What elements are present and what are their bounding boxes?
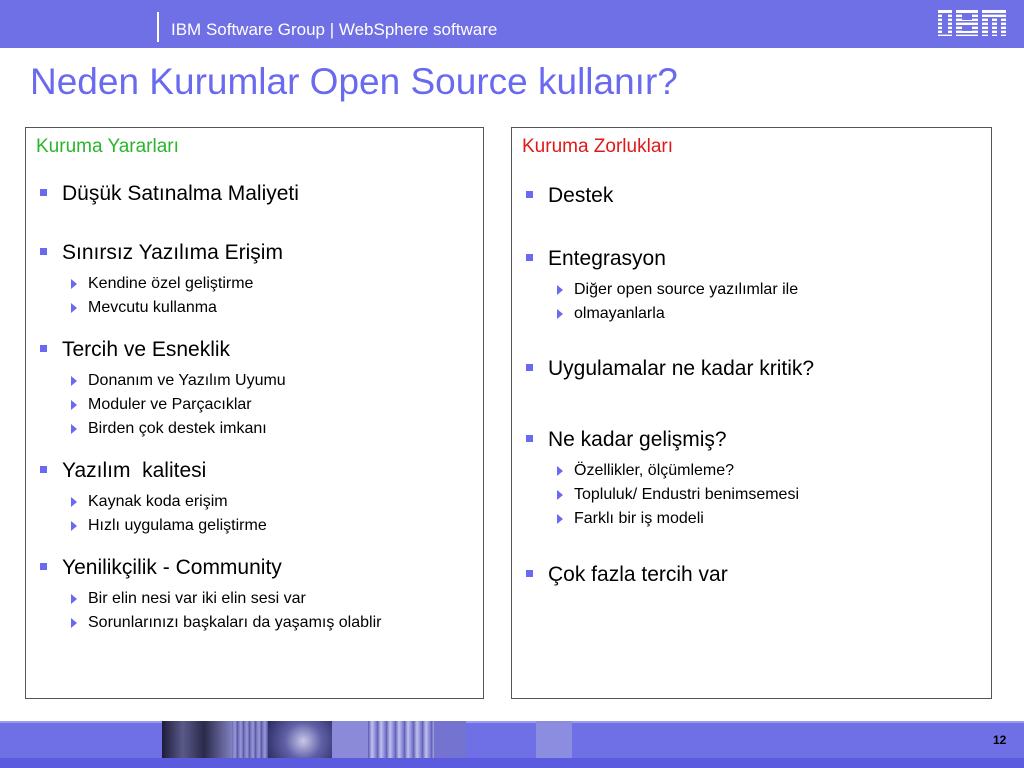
bullet-label: Entegrasyon	[548, 247, 666, 270]
bullet-item	[62, 338, 230, 362]
bullet-label: Düşük Satınalma Maliyeti	[62, 182, 299, 205]
ibm-logo	[936, 8, 1008, 38]
bullet-label: Sınırsız Yazılıma Erişim	[62, 241, 283, 264]
sub-label: Özellikler, ölçümleme?	[574, 462, 735, 479]
sub-label: Kaynak koda erişim	[88, 493, 228, 510]
square-bullet-icon	[40, 563, 47, 570]
square-bullet-icon	[526, 254, 533, 261]
challenges-heading: Kuruma Zorlukları	[522, 136, 673, 157]
footer-photo-tile	[332, 721, 368, 761]
sub-item	[574, 305, 665, 323]
sub-label: Farklı bir iş modeli	[574, 510, 704, 527]
sub-label: olmayanlarla	[574, 305, 665, 322]
arrow-bullet-icon	[557, 285, 563, 295]
square-bullet-icon	[526, 435, 533, 442]
bullet-label: Yenilikçilik - Community	[62, 556, 282, 579]
sub-item	[88, 590, 306, 608]
bullet-item	[548, 428, 727, 452]
sub-item	[574, 486, 799, 504]
footer-strip	[0, 721, 1024, 723]
sub-item	[88, 614, 381, 632]
benefits-heading: Kuruma Yararları	[36, 136, 179, 157]
bullet-item	[62, 459, 206, 483]
arrow-bullet-icon	[71, 497, 77, 507]
arrow-bullet-icon	[71, 303, 77, 313]
header-title: IBM Software Group | WebSphere software	[171, 20, 498, 39]
square-bullet-icon	[526, 570, 533, 577]
challenges-panel	[511, 127, 992, 699]
sub-label: Kendine özel geliştirme	[88, 275, 254, 292]
bullet-label: Destek	[548, 184, 614, 207]
arrow-bullet-icon	[557, 490, 563, 500]
footer-photo-tile	[434, 721, 466, 761]
square-bullet-icon	[40, 248, 47, 255]
sub-label: Birden çok destek imkanı	[88, 420, 267, 437]
arrow-bullet-icon	[71, 400, 77, 410]
bullet-label: Tercih ve Esneklik	[62, 338, 231, 361]
header-bar	[0, 0, 1024, 48]
footer-photo-columns	[368, 721, 434, 761]
arrow-bullet-icon	[557, 309, 563, 319]
bullet-item	[62, 182, 299, 206]
header-separator	[157, 12, 159, 42]
sub-item	[88, 396, 252, 414]
footer-photo-building	[232, 721, 268, 761]
arrow-bullet-icon	[71, 618, 77, 628]
sub-label: Hızlı uygulama geliştirme	[88, 517, 267, 534]
sub-item	[574, 510, 704, 528]
sub-item	[574, 281, 798, 299]
bullet-label: Ne kadar gelişmiş?	[548, 428, 727, 451]
page-number: 12	[993, 733, 1007, 747]
sub-item	[88, 420, 267, 438]
sub-item	[88, 299, 217, 317]
sub-label: Donanım ve Yazılım Uyumu	[88, 372, 286, 389]
bullet-label: Uygulamalar ne kadar kritik?	[548, 357, 815, 380]
arrow-bullet-icon	[71, 521, 77, 531]
bullet-item	[548, 184, 613, 208]
sub-item	[88, 275, 253, 293]
sub-label: Sorunlarınızı başkaları da yaşamış olablir	[88, 614, 382, 631]
sub-label: Topluluk/ Endustri benimsemesi	[574, 486, 799, 503]
arrow-bullet-icon	[71, 594, 77, 604]
arrow-bullet-icon	[71, 424, 77, 434]
sub-item	[574, 462, 734, 480]
sub-item	[88, 517, 267, 535]
footer-photo-tile	[536, 721, 572, 761]
slide-title: Neden Kurumlar Open Source kullanır?	[30, 61, 678, 102]
arrow-bullet-icon	[557, 514, 563, 524]
bullet-item	[548, 247, 666, 271]
square-bullet-icon	[40, 189, 47, 196]
sub-item	[88, 493, 228, 511]
bullet-item	[548, 563, 728, 587]
bullet-label: Yazılım kalitesi	[62, 459, 207, 482]
footer-photo-hands	[162, 721, 232, 761]
bullet-item	[62, 241, 283, 265]
square-bullet-icon	[40, 466, 47, 473]
square-bullet-icon	[526, 364, 533, 371]
sub-label: Bir elin nesi var iki elin sesi var	[88, 590, 306, 607]
bullet-item	[62, 556, 282, 580]
square-bullet-icon	[526, 191, 533, 198]
sub-item	[88, 372, 286, 390]
arrow-bullet-icon	[71, 376, 77, 386]
footer-bottom-line	[0, 758, 1024, 768]
arrow-bullet-icon	[557, 466, 563, 476]
bullet-item	[548, 357, 814, 381]
footer-photo-person	[268, 721, 332, 761]
bullet-label: Çok fazla tercih var	[548, 563, 728, 586]
sub-label: Mevcutu kullanma	[88, 299, 217, 316]
sub-label: Diğer open source yazılımlar ile	[574, 281, 799, 298]
sub-label: Moduler ve Parçacıklar	[88, 396, 252, 413]
benefits-panel	[25, 127, 484, 699]
arrow-bullet-icon	[71, 279, 77, 289]
square-bullet-icon	[40, 345, 47, 352]
